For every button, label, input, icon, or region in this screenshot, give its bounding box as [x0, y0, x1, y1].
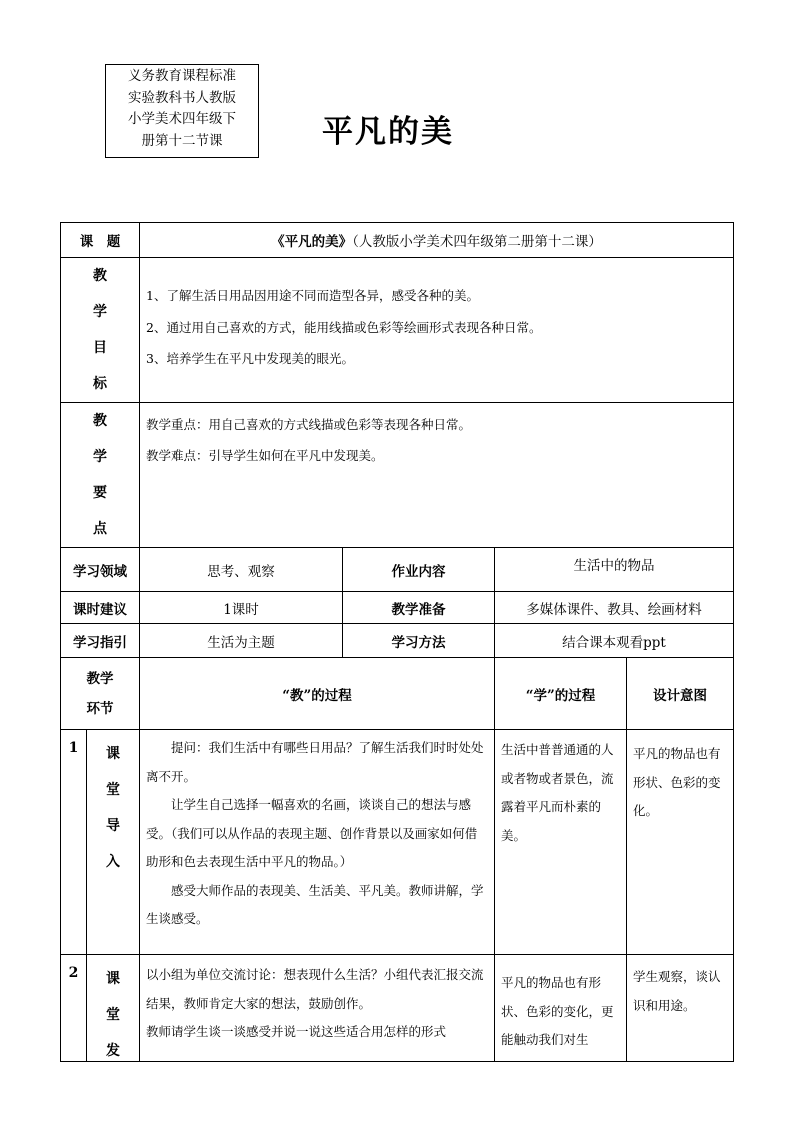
step-phase-cell: [61, 730, 140, 955]
phase-header-line: 环节: [86, 700, 114, 717]
key-point-item: 教学重点：用自己喜欢的方式线描或色彩等表现各种日常。: [146, 417, 472, 432]
step-label: [87, 955, 139, 1061]
goals-label: [61, 258, 140, 403]
page-title: 平凡的美: [322, 114, 454, 150]
course-info-line: 义务教育课程标准: [128, 68, 236, 84]
topic-label: 课 题: [61, 223, 140, 258]
method-label: 学习方法: [343, 624, 495, 658]
step-row-develop: [61, 955, 734, 1062]
guide-value: 生活为主题: [140, 624, 343, 658]
design-intent-header: 设计意图: [627, 658, 734, 730]
hours-value: 1课时: [140, 592, 343, 624]
step-number: 1: [61, 730, 87, 954]
teach-paragraph: 教师请学生谈一谈感受并说一说这些适合用怎样的形式: [146, 1024, 447, 1039]
key-points-content: [140, 403, 734, 548]
goals-label-char: 目: [93, 340, 107, 356]
step-label-char: 堂: [106, 782, 120, 798]
homework-value: 生活中的物品: [495, 548, 734, 592]
step-row-intro: [61, 730, 734, 955]
key-label-char: 学: [93, 449, 107, 465]
step-label-char: 课: [106, 746, 120, 762]
domain-value: 思考、观察: [140, 548, 343, 592]
step-label-char: 堂: [106, 1007, 120, 1023]
method-value: 结合课本观看ppt: [495, 624, 734, 658]
process-header-row: [61, 658, 734, 730]
design-intent: 学生观察，谈认识和用途。: [627, 955, 734, 1062]
course-info-line: 实验教科书人教版: [128, 89, 236, 106]
step-label-char: 导: [106, 818, 120, 834]
learn-process: 平凡的物品也有形状、色彩的变化，更能触动我们对生: [495, 955, 627, 1062]
goals-label-char: 标: [93, 376, 107, 392]
teach-process: [140, 730, 495, 955]
learn-process: 生活中普普通通的人或者物或者景色，流露着平凡而朴素的美。: [495, 730, 627, 955]
hours-label: 课时建议: [61, 592, 140, 624]
step-label: [87, 730, 139, 954]
key-point-item: 教学难点：引导学生如何在平凡中发现美。: [146, 448, 384, 463]
key-points-label: [61, 403, 140, 548]
design-intent: 平凡的物品也有形状、色彩的变化。: [627, 730, 734, 955]
key-label-char: 点: [93, 521, 107, 537]
step-label-char: 课: [106, 971, 120, 987]
prep-label: 教学准备: [343, 592, 495, 624]
learn-process-header: “学”的过程: [495, 658, 627, 730]
prep-value: 多媒体课件、教具、绘画材料: [495, 592, 734, 624]
domain-label: 学习领域: [61, 548, 140, 592]
topic-title: 《平凡的美》: [271, 234, 353, 250]
domain-row: [61, 548, 734, 592]
teach-process-header: “教”的过程: [140, 658, 495, 730]
topic-subtitle: （人教版小学美术四年级第二册第十二课）: [352, 234, 602, 250]
guide-label: 学习指引: [61, 624, 140, 658]
homework-label: 作业内容: [343, 548, 495, 592]
lesson-plan-table: [60, 222, 734, 1062]
key-label-char: 要: [93, 485, 107, 501]
goal-item: 1、了解生活日用品因用途不同而造型各异，感受各种的美。: [146, 288, 479, 303]
teach-paragraph: 感受大师作品的表现美、生活美、平凡美。教师讲解，学生谈感受。: [146, 882, 484, 926]
teach-paragraph: 以小组为单位交流讨论：想表现什么生活？小组代表汇报交流结果，教师肯定大家的想法，鼓励创作。: [146, 967, 484, 1011]
goals-row: [61, 258, 734, 403]
topic-row: [61, 223, 734, 258]
goals-content: [140, 258, 734, 403]
phase-header: [61, 658, 140, 730]
teach-paragraph: 提问：我们生活中有哪些日用品？了解生活我们时时处处离不开。: [146, 740, 484, 784]
key-label-char: 教: [93, 413, 107, 429]
goal-item: 3、培养学生在平凡中发现美的眼光。: [146, 351, 354, 366]
step-label-char: 发: [106, 1043, 120, 1059]
step-label-char: 入: [106, 854, 120, 870]
goals-label-char: 教: [93, 268, 107, 284]
hours-row: [61, 592, 734, 624]
course-info-line: 小学美术四年级下: [128, 111, 236, 127]
course-info-box: [105, 64, 259, 158]
step-number: 2: [61, 955, 87, 1061]
teach-paragraph: 让学生自己选择一幅喜欢的名画，谈谈自己的想法与感受。（我们可以从作品的表现主题、创作背景以及画家如何借助形和色去表现生活中平凡的物品。）: [146, 797, 478, 869]
key-points-row: [61, 403, 734, 548]
topic-value: [140, 223, 734, 258]
step-phase-cell: [61, 955, 140, 1062]
goal-item: 2、通过用自己喜欢的方式，能用线描或色彩等绘画形式表现各种日常。: [146, 319, 542, 335]
goals-label-char: 学: [93, 304, 107, 320]
teach-process: [140, 955, 495, 1062]
course-info-line: 册第十二节课: [141, 132, 223, 149]
guide-row: [61, 624, 734, 658]
phase-header-line: 教学: [86, 670, 114, 687]
